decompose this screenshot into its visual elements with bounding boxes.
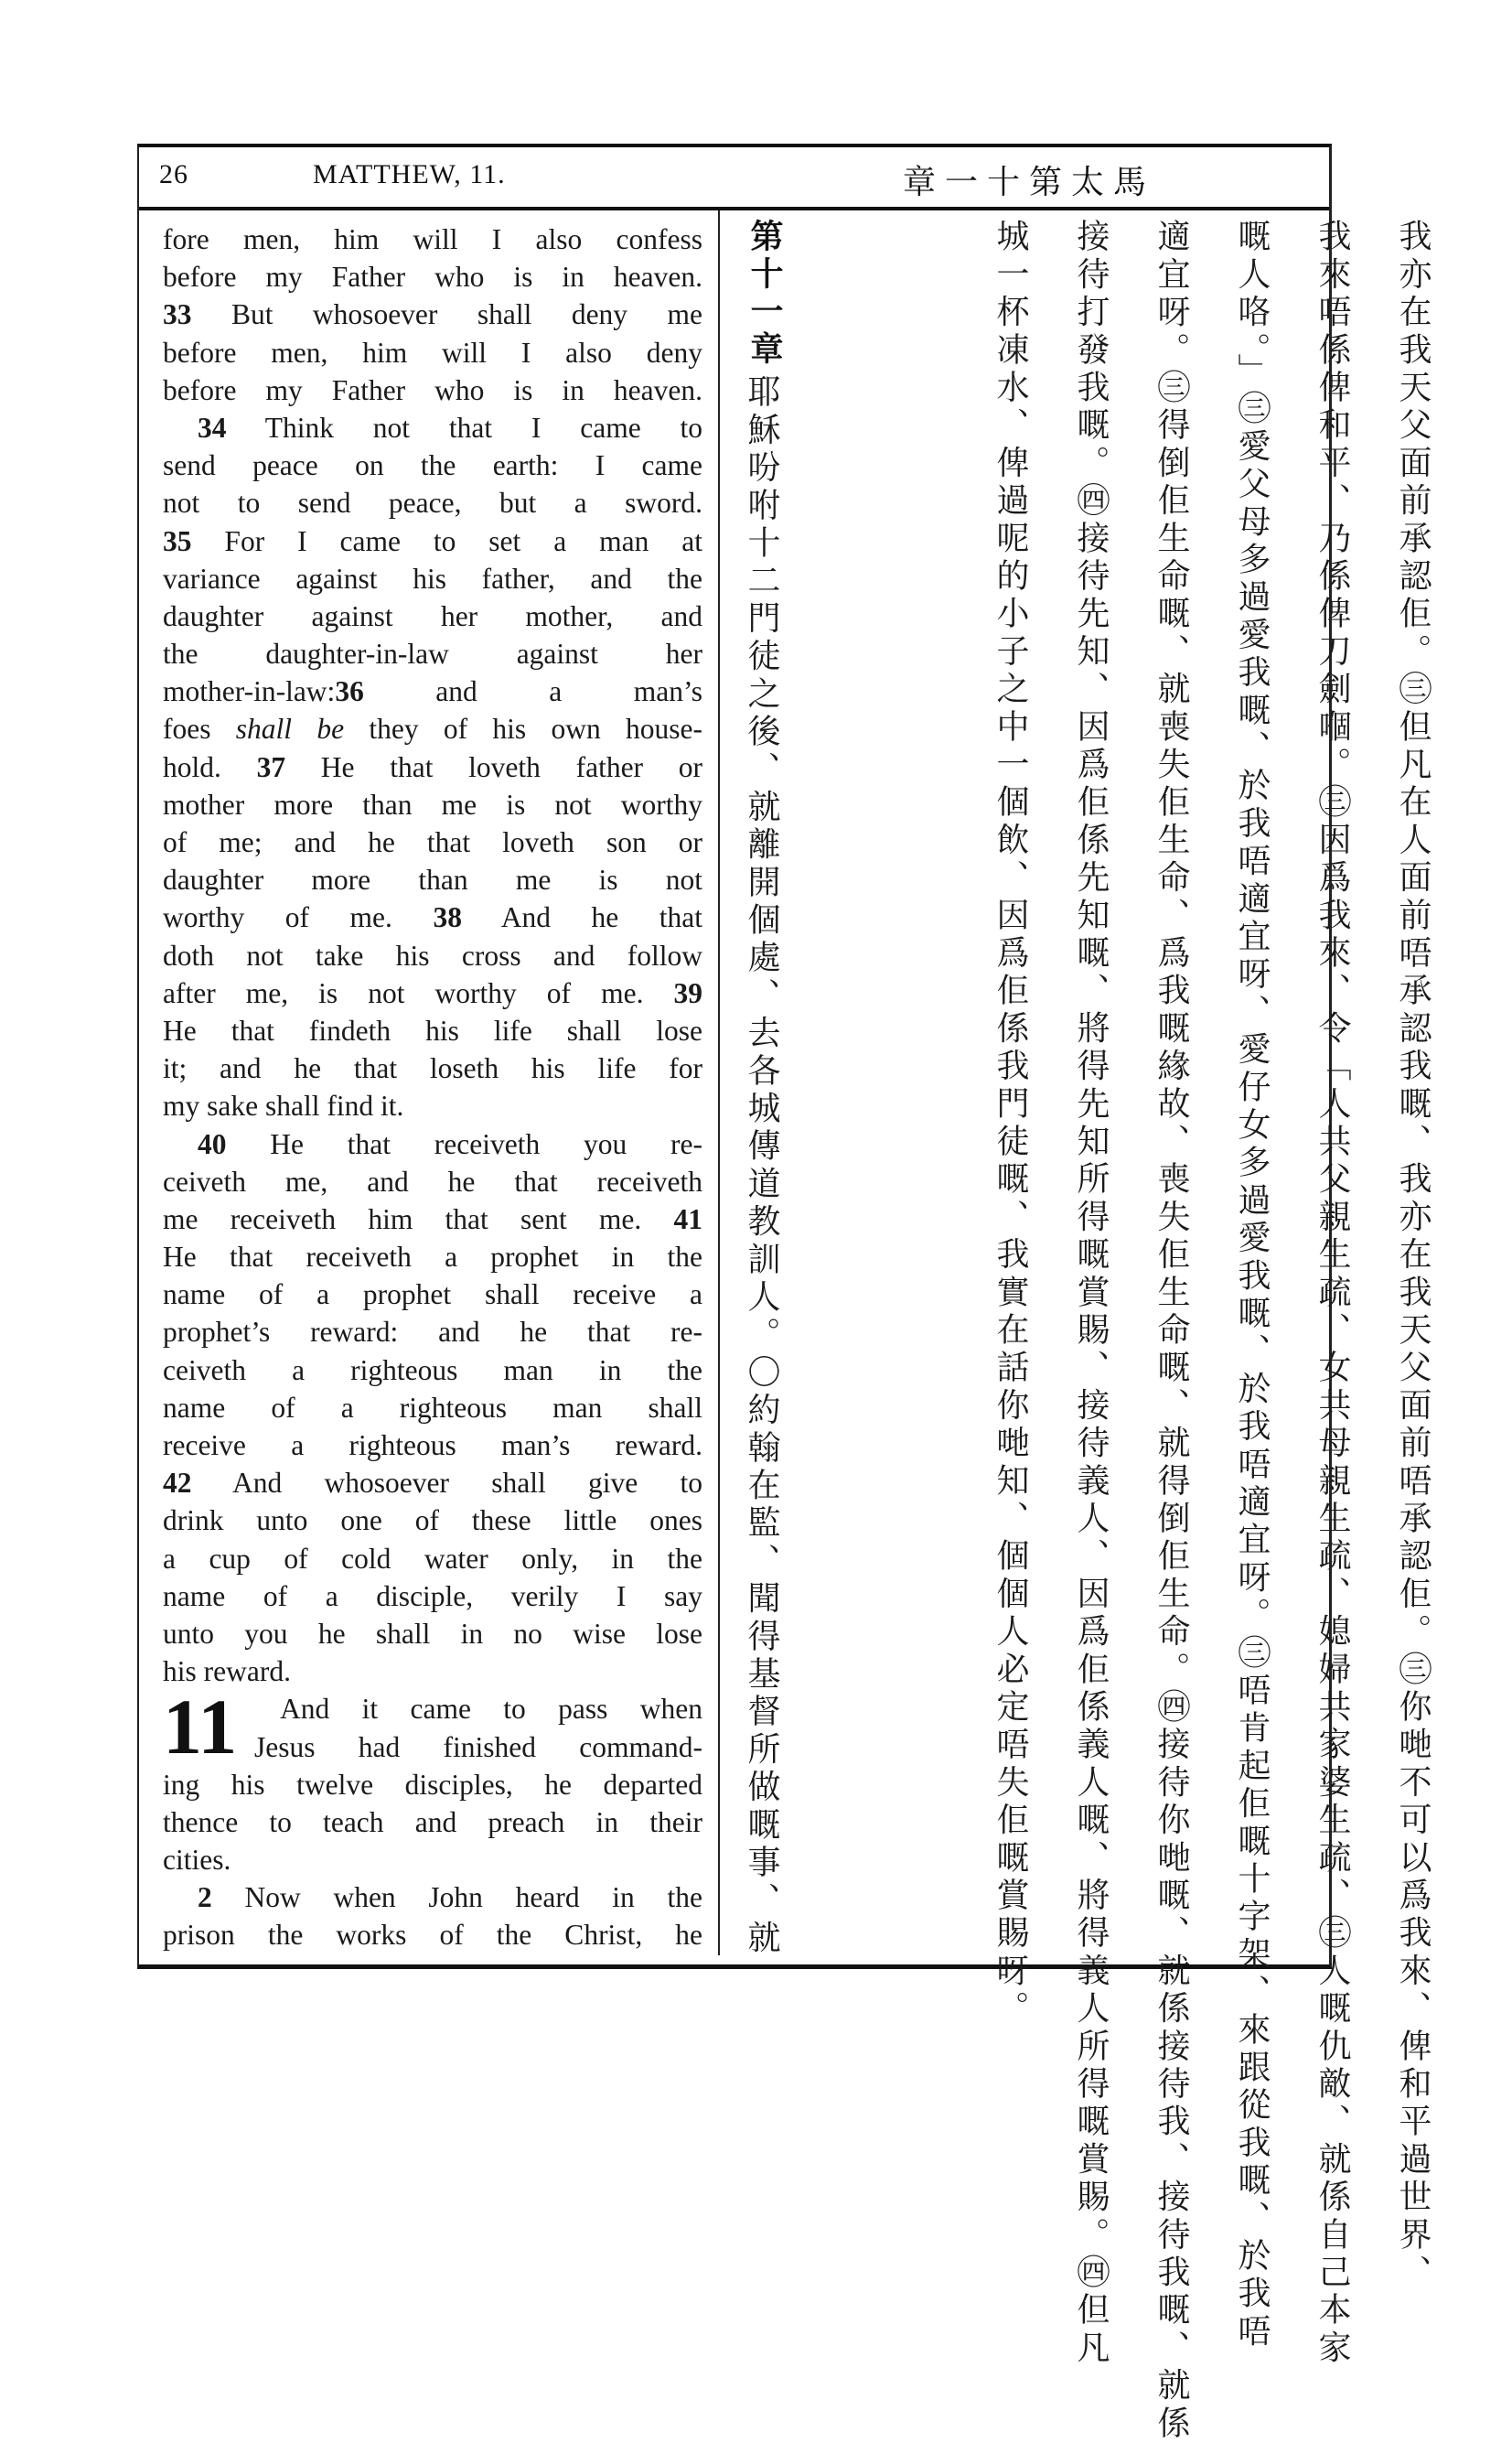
english-text-line: unto you he shall in no wise lose bbox=[163, 1617, 702, 1650]
english-text-line: 42 And whosoever shall give to bbox=[163, 1467, 702, 1500]
english-text-line: prison the works of the Christ, he bbox=[163, 1919, 702, 1952]
verse-number: 38 bbox=[433, 901, 462, 934]
english-text-line: mother-in-law:36 and a man’s bbox=[163, 675, 702, 708]
english-text-line: thence to teach and preach in their bbox=[163, 1805, 702, 1838]
verse-number: 33 bbox=[163, 298, 192, 331]
verse-number: 41 bbox=[673, 1202, 702, 1235]
english-text-line: daughter more than me is not bbox=[163, 864, 702, 897]
chinese-text-column: 我來唔係俾和平、乃係俾刀劍嗰。㊂因爲我來、令「人共父親生疏、女共母親生疏、媳婦共家婆生疏、㊂人嘅仇敵、就係自己本家 bbox=[1314, 219, 1351, 2368]
page-number: 26 bbox=[159, 159, 188, 189]
english-text-line: ceiveth me, and he that receiveth bbox=[163, 1165, 702, 1198]
english-text-line: He that receiveth a prophet in the bbox=[163, 1241, 702, 1274]
english-text-line: receive a righteous man’s reward. bbox=[163, 1429, 702, 1461]
english-text-line: 2 Now when John heard in the bbox=[198, 1881, 702, 1914]
english-text-line: me receiveth him that sent me. 41 bbox=[163, 1202, 702, 1235]
english-text-line: his reward. bbox=[163, 1655, 291, 1688]
verse-number: 36 bbox=[335, 675, 364, 708]
chapter-number: 11 bbox=[163, 1683, 238, 1771]
chinese-running-head: 章一十第太馬 bbox=[903, 164, 1156, 201]
english-text-line: 33 But whosoever shall deny me bbox=[163, 298, 702, 331]
chinese-text-column: 耶穌吩咐十二門徒之後、就離開個處、去各城傳道教訓人。〇約翰在監、聞得基督所做嘅事、就 bbox=[743, 374, 780, 1958]
english-text-line: hold. 37 He that loveth father or bbox=[163, 750, 702, 783]
english-text-line: 35 For I came to set a man at bbox=[163, 524, 702, 557]
chinese-chapter-heading: 第十一章 bbox=[745, 219, 783, 369]
english-text-line: it; and he that loseth his life for bbox=[163, 1052, 702, 1085]
chapter-start bbox=[163, 1683, 702, 1771]
english-text-line: before men, him will I also deny bbox=[163, 336, 702, 369]
verse-number: 37 bbox=[256, 750, 286, 783]
english-text-line: And it came to pass when bbox=[280, 1693, 702, 1726]
verse-number: 40 bbox=[198, 1127, 227, 1160]
english-column bbox=[163, 221, 702, 1954]
english-text-line: Jesus had finished command- bbox=[254, 1730, 702, 1763]
english-text-line: send peace on the earth: I came bbox=[163, 449, 702, 482]
italic-text: shall be bbox=[235, 713, 345, 746]
english-text-line: ing his twelve disciples, he departed bbox=[163, 1768, 702, 1801]
verse-number: 2 bbox=[198, 1881, 212, 1914]
chinese-text-column: 我亦在我天父面前承認佢。㊂但凡在人面前唔承認我嘅、我亦在我天父面前唔承認佢。㊂你哋不可以爲我來、俾和平過世界、 bbox=[1394, 219, 1432, 2292]
running-head: MATTHEW, 11. bbox=[313, 159, 506, 189]
english-text-line: before my Father who is in heaven. bbox=[163, 261, 702, 294]
english-text-line: 34 Think not that I came to bbox=[198, 411, 702, 444]
chinese-text-column: 嘅人咯。」㊂愛父母多過愛我嘅、於我唔適宜呀、愛仔女多過愛我嘅、於我唔適宜呀。㊂唔肯起佢嘅十字架、來跟從我嘅、於我唔 bbox=[1233, 219, 1271, 2352]
verse-number: 35 bbox=[163, 524, 192, 557]
page-frame bbox=[137, 144, 1432, 2443]
english-text-line: before my Father who is in heaven. bbox=[163, 373, 702, 406]
verse-number: 34 bbox=[198, 411, 227, 444]
english-text-line: not to send peace, but a sword. bbox=[163, 487, 702, 520]
column-divider bbox=[718, 210, 720, 1955]
english-text-line: drink unto one of these little ones bbox=[163, 1504, 702, 1537]
english-text-line: name of a righteous man shall bbox=[163, 1391, 702, 1424]
english-text-line: 40 He that receiveth you re- bbox=[198, 1127, 702, 1160]
english-text-line: a cup of cold water only, in the bbox=[163, 1542, 702, 1575]
chinese-text-column: 接待打發我嘅。㊃接待先知、因爲佢係先知嘅、將得先知所得嘅賞賜、接待義人、因爲佢係義人嘅、將得義人所得嘅賞賜。㊃但凡 bbox=[1072, 219, 1110, 2368]
english-text-line: He that findeth his life shall lose bbox=[163, 1014, 702, 1047]
english-text-line: daughter against her mother, and bbox=[163, 599, 702, 632]
english-text-line: my sake shall find it. bbox=[163, 1090, 404, 1123]
english-text-line: prophet’s reward: and he that re- bbox=[163, 1316, 702, 1349]
page-header bbox=[139, 147, 1329, 210]
verse-number: 39 bbox=[673, 976, 702, 1009]
chinese-column-area bbox=[724, 219, 1432, 2443]
english-text-line: variance against his father, and the bbox=[163, 562, 702, 595]
english-text-line: worthy of me. 38 And he that bbox=[163, 901, 702, 934]
english-text-line: of me; and he that loveth son or bbox=[163, 826, 702, 858]
verse-number: 42 bbox=[163, 1467, 192, 1500]
english-text-line: foes shall be they of his own house- bbox=[163, 713, 703, 746]
chinese-text-column: 城一杯凍水、俾過呢的小子之中一個飲、因爲佢係我門徒嘅、我實在話你哋知、個個人必定唔失佢嘅賞賜呀。 bbox=[992, 219, 1029, 2029]
english-text-line: cities. bbox=[163, 1844, 231, 1877]
english-text-line: name of a disciple, verily I say bbox=[163, 1579, 702, 1612]
english-text-line: fore men, him will I also confess bbox=[163, 223, 702, 255]
english-text-line: after me, is not worthy of me. 39 bbox=[163, 976, 702, 1009]
english-text-line: the daughter-in-law against her bbox=[163, 638, 702, 671]
english-text-line: doth not take his cross and follow bbox=[163, 939, 702, 972]
chinese-text-column: 適宜呀。㊂得倒佢生命嘅、就喪失佢生命、爲我嘅緣故、喪失佢生命嘅、就得倒佢生命。㊃接待你哋嘅、就係接待我、接待我嘅、就係 bbox=[1153, 219, 1190, 2443]
english-text-line: name of a prophet shall receive a bbox=[163, 1278, 702, 1311]
english-text-line: ceiveth a righteous man in the bbox=[163, 1353, 702, 1386]
english-text-line: mother more than me is not worthy bbox=[163, 788, 702, 821]
